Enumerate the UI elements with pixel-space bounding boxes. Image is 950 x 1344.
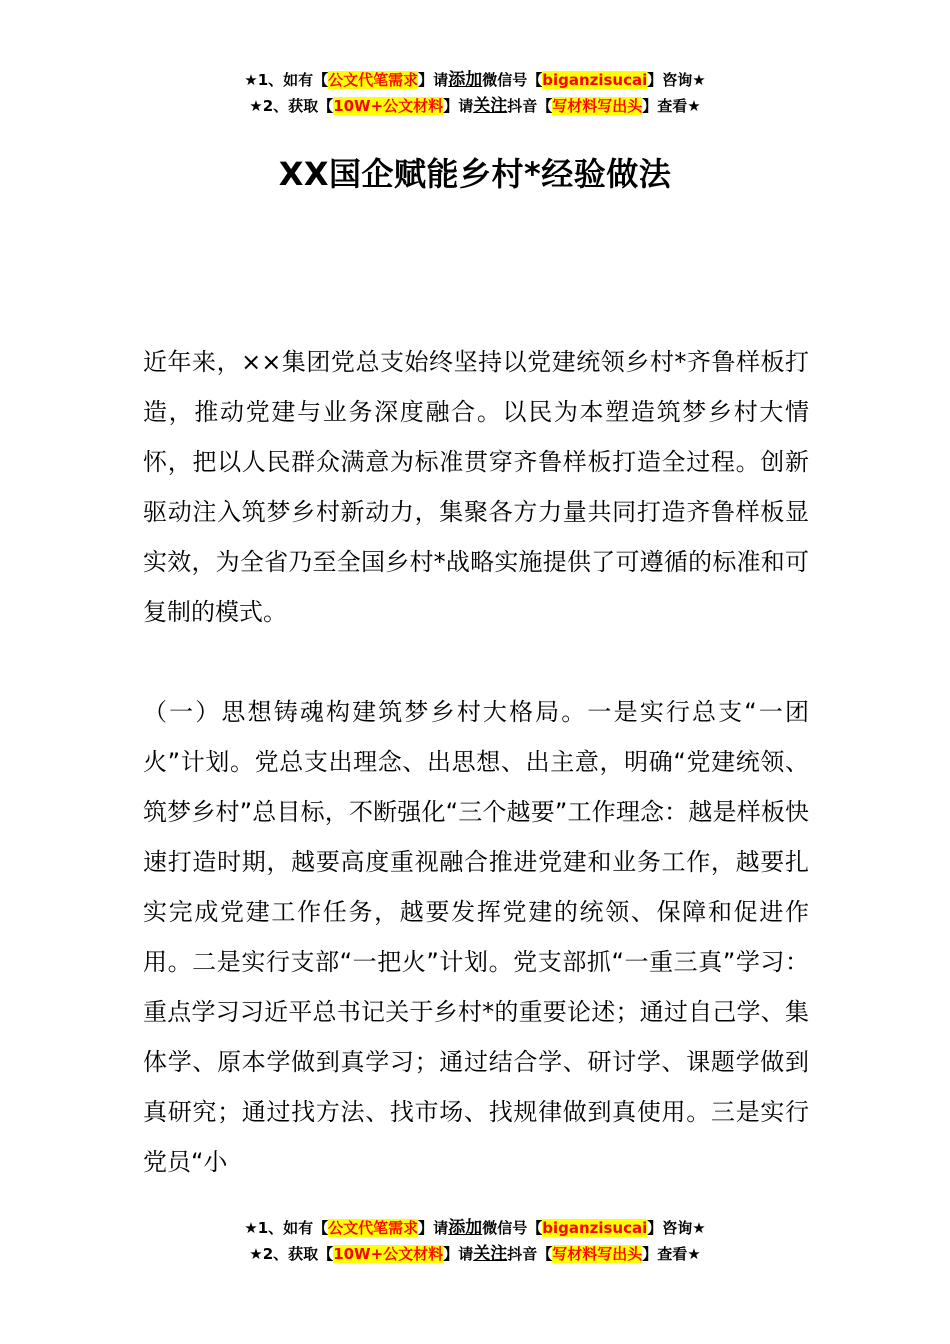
banner-text: 】咨询★	[647, 71, 706, 89]
header-banner	[0, 67, 950, 119]
banner-highlight: 10W+公文材料	[333, 1245, 444, 1263]
banner-highlight: 公文代笔需求	[328, 71, 419, 89]
banner-text: 】请	[418, 71, 449, 89]
banner-text: 】查看★	[642, 1245, 701, 1263]
body-paragraph-1: 近年来，××集团党总支始终坚持以党建统领乡村*齐鲁样板打造，推动党建与业务深度融合。以民为本塑造筑梦乡村大情怀，把以人民群众满意为标准贯穿齐鲁样板打造全过程。创新驱动注入筑梦乡村新动力，集聚各方力量共同打造齐鲁样板显实效，为全省乃至全国乡村*战略实施提供了可遵循的标准和可复制的模式。	[143, 348, 809, 626]
banner-text: ★1、如有【	[244, 71, 329, 89]
banner-text: 】请	[418, 1219, 449, 1237]
banner-line-1	[0, 1215, 950, 1241]
banner-text: 抖音【	[507, 1245, 553, 1263]
banner-highlight: 写材料写出头	[552, 97, 643, 115]
banner-line-2	[0, 93, 950, 119]
banner-text: 】请	[443, 97, 474, 115]
banner-highlight: biganzisucai	[542, 71, 648, 89]
banner-text: ★2、获取【	[249, 97, 334, 115]
banner-line-1	[0, 67, 950, 93]
banner-highlight: biganzisucai	[542, 1219, 648, 1237]
banner-line-2	[0, 1241, 950, 1267]
banner-emphasis: 添加	[448, 70, 483, 90]
body-paragraph-2: （一）思想铸魂构建筑梦乡村大格局。一是实行总支“一团火”计划。党总支出理念、出思想、出主意，明确“党建统领、筑梦乡村”总目标，不断强化“三个越要”工作理念：越是样板快速打造时期，越要高度重视融合推进党建和业务工作，越要扎实完成党建工作任务，越要发挥党建的统领、保障和促进作用。二是实行支部“一把火”计划。党支部抓“一重三真”学习：重点学习习近平总书记关于乡村*的重要论述；通过自己学、集体学、原本学做到真学习；通过结合学、研讨学、课题学做到真研究；通过找方法、找市场、找规律做到真使用。三是实行党员“小	[143, 698, 809, 1176]
banner-text: ★2、获取【	[249, 1245, 334, 1263]
banner-highlight: 写材料写出头	[552, 1245, 643, 1263]
document-title: XX国企赋能乡村*经验做法	[278, 155, 672, 193]
banner-text: 】咨询★	[647, 1219, 706, 1237]
banner-text: ★1、如有【	[244, 1219, 329, 1237]
banner-emphasis: 关注	[473, 1244, 508, 1264]
banner-emphasis: 关注	[473, 96, 508, 116]
banner-text: 抖音【	[507, 97, 553, 115]
footer-banner	[0, 1215, 950, 1267]
banner-emphasis: 添加	[448, 1218, 483, 1238]
banner-highlight: 公文代笔需求	[328, 1219, 419, 1237]
banner-text: 微信号【	[482, 1219, 543, 1237]
banner-text: 微信号【	[482, 71, 543, 89]
banner-highlight: 10W+公文材料	[333, 97, 444, 115]
banner-text: 】请	[443, 1245, 474, 1263]
banner-text: 】查看★	[642, 97, 701, 115]
